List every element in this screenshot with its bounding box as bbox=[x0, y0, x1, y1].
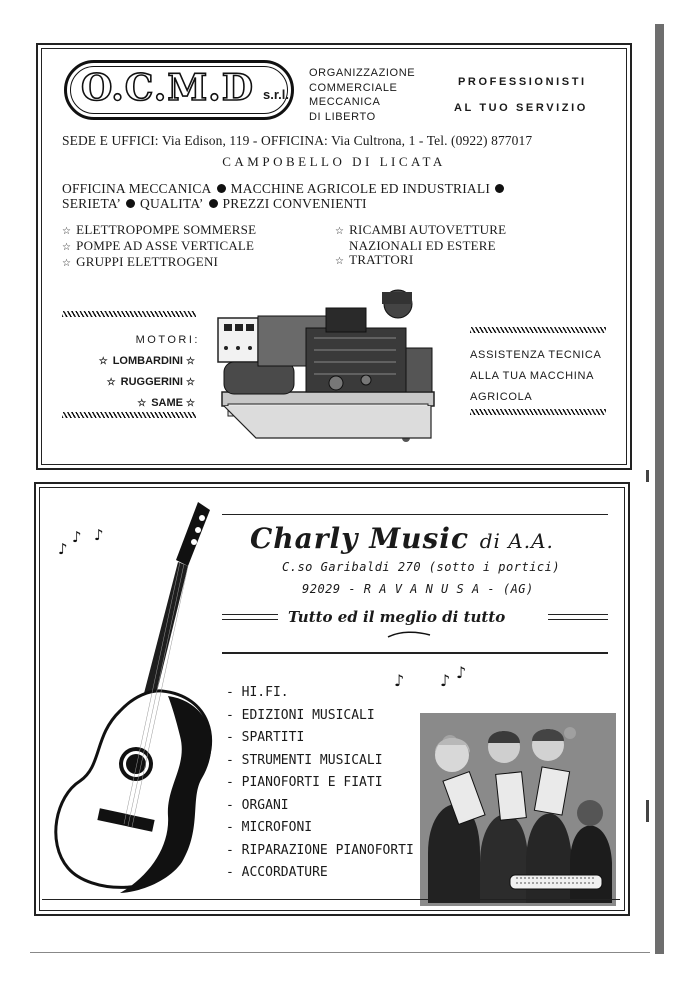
ocmd-advertisement bbox=[36, 43, 632, 470]
bullet-icon bbox=[209, 199, 218, 208]
service-item: MACCHINE AGRICOLE ED INDUSTRIALI bbox=[230, 181, 491, 196]
music-note-icon: ♪ bbox=[72, 528, 82, 546]
list-item bbox=[335, 253, 506, 269]
wavy-rule bbox=[62, 311, 196, 317]
city-line: CAMPOBELLO DI LICATA bbox=[222, 154, 446, 169]
wavy-rule bbox=[470, 327, 606, 333]
star-icon: ☆ bbox=[137, 398, 147, 409]
double-rule bbox=[222, 614, 278, 620]
logo-name: O.C.M.D bbox=[81, 67, 254, 109]
list-item: - MICROFONI bbox=[226, 820, 313, 835]
bullet-icon bbox=[126, 199, 135, 208]
services-list bbox=[226, 682, 414, 885]
star-icon: ☆ bbox=[62, 226, 72, 237]
qualities-line bbox=[62, 196, 367, 212]
wavy-rule bbox=[470, 409, 606, 415]
assistance-line: ALLA TUA MACCHINA bbox=[470, 370, 595, 382]
music-note-icon: ♪ bbox=[394, 671, 405, 690]
double-rule bbox=[548, 614, 608, 620]
logo-suffix: s.r.l. bbox=[263, 87, 290, 102]
engines-list bbox=[78, 330, 200, 414]
bullet-icon bbox=[217, 184, 226, 193]
shop-city: 92029 - R A V A N U S A - (AG) bbox=[302, 582, 534, 596]
music-note-icon: ♪ bbox=[456, 664, 467, 682]
org-line: COMMERCIALE bbox=[309, 81, 398, 94]
star-icon: ☆ bbox=[62, 242, 72, 253]
engine-item bbox=[78, 393, 200, 414]
music-note-icon: ♪ bbox=[94, 526, 104, 544]
star-icon: ☆ bbox=[98, 356, 108, 367]
assistance-line: AGRICOLA bbox=[470, 391, 533, 403]
list-item: NAZIONALI ED ESTERE bbox=[349, 238, 496, 253]
list-item: - SPARTITI bbox=[226, 730, 305, 745]
list-item: - PIANOFORTI E FIATI bbox=[226, 775, 383, 790]
quality-item: QUALITA’ bbox=[140, 196, 204, 211]
star-icon: ☆ bbox=[106, 377, 116, 388]
product-label: TRATTORI bbox=[349, 252, 414, 267]
list-item bbox=[62, 255, 256, 271]
quality-item: SERIETA’ bbox=[62, 196, 122, 211]
service-item: OFFICINA MECCANICA bbox=[62, 181, 212, 196]
tagline-line: AL TUO SERVIZIO bbox=[454, 102, 588, 114]
engine-label: RUGGERINI bbox=[120, 376, 183, 388]
charly-music-advertisement bbox=[34, 482, 630, 916]
engine-item bbox=[78, 372, 200, 393]
bullet-icon bbox=[495, 184, 504, 193]
rule bbox=[42, 899, 620, 900]
list-item: - ORGANI bbox=[226, 797, 289, 813]
engine-label: LOMBARDINI bbox=[112, 355, 183, 367]
engines-label: MOTORI: bbox=[135, 334, 200, 346]
star-icon: ☆ bbox=[186, 356, 195, 367]
page-edge-shadow bbox=[655, 24, 664, 954]
list-item bbox=[335, 223, 506, 239]
engine-label: SAME bbox=[151, 397, 183, 409]
slogan: Tutto ed il meglio di tutto bbox=[288, 608, 506, 626]
star-icon: ☆ bbox=[335, 226, 345, 237]
star-icon: ☆ bbox=[186, 377, 195, 388]
music-note-icon: ♪ bbox=[58, 540, 68, 558]
products-right-list bbox=[335, 223, 506, 269]
rule bbox=[222, 514, 608, 515]
list-item bbox=[62, 239, 256, 255]
product-label: ELETTROPOMPE SOMMERSE bbox=[76, 222, 257, 237]
wavy-rule bbox=[62, 412, 196, 418]
shop-name bbox=[250, 522, 554, 555]
ocmd-logo bbox=[64, 60, 294, 120]
shop-address: C.so Garibaldi 270 (sotto i portici) bbox=[282, 560, 561, 574]
org-line: MECCANICA bbox=[309, 96, 381, 108]
product-label: RICAMBI AUTOVETTURE bbox=[349, 222, 507, 237]
org-line: ORGANIZZAZIONE bbox=[309, 67, 416, 79]
star-icon: ☆ bbox=[186, 398, 195, 409]
children-with-melodicas-photo bbox=[420, 713, 616, 906]
tagline-line: PROFESSIONISTI bbox=[458, 76, 587, 88]
address-line: SEDE E UFFICI: Via Edison, 119 - OFFICINA: Via Cultrona, 1 - Tel. (0922) 877017 bbox=[62, 133, 533, 148]
star-icon: ☆ bbox=[62, 258, 72, 269]
music-note-icon: ♪ bbox=[440, 671, 451, 690]
rule bbox=[222, 652, 608, 654]
flourish bbox=[386, 630, 432, 640]
photo-content bbox=[420, 713, 616, 906]
organization-lines bbox=[309, 66, 415, 124]
product-label: GRUPPI ELETTROGENI bbox=[76, 254, 219, 269]
engine-item bbox=[78, 351, 200, 372]
list-item: - HI.FI. bbox=[226, 685, 289, 700]
star-icon: ☆ bbox=[335, 256, 345, 267]
product-label: POMPE AD ASSE VERTICALE bbox=[76, 238, 255, 253]
list-item: - ACCORDATURE bbox=[226, 865, 328, 880]
list-item bbox=[62, 223, 256, 239]
quality-item: PREZZI CONVENIENTI bbox=[222, 196, 367, 211]
org-line: DI LIBERTO bbox=[309, 110, 376, 123]
assistance-line: ASSISTENZA TECNICA bbox=[470, 349, 602, 361]
assistance-block bbox=[470, 345, 602, 408]
shop-name-suffix: di A.A. bbox=[479, 529, 554, 553]
list-item: - RIPARAZIONE PIANOFORTI bbox=[226, 842, 414, 858]
list-item: - EDIZIONI MUSICALI bbox=[226, 707, 375, 723]
list-item: - STRUMENTI MUSICALI bbox=[226, 752, 383, 768]
bottom-rule bbox=[30, 952, 650, 953]
products-left-list bbox=[62, 223, 256, 271]
guitar-illustration bbox=[50, 496, 220, 898]
generator-illustration bbox=[216, 288, 438, 453]
services-line bbox=[62, 181, 509, 197]
scan-speck bbox=[646, 470, 649, 482]
scan-speck bbox=[646, 800, 649, 822]
shop-name-main: Charly Music bbox=[250, 522, 469, 555]
